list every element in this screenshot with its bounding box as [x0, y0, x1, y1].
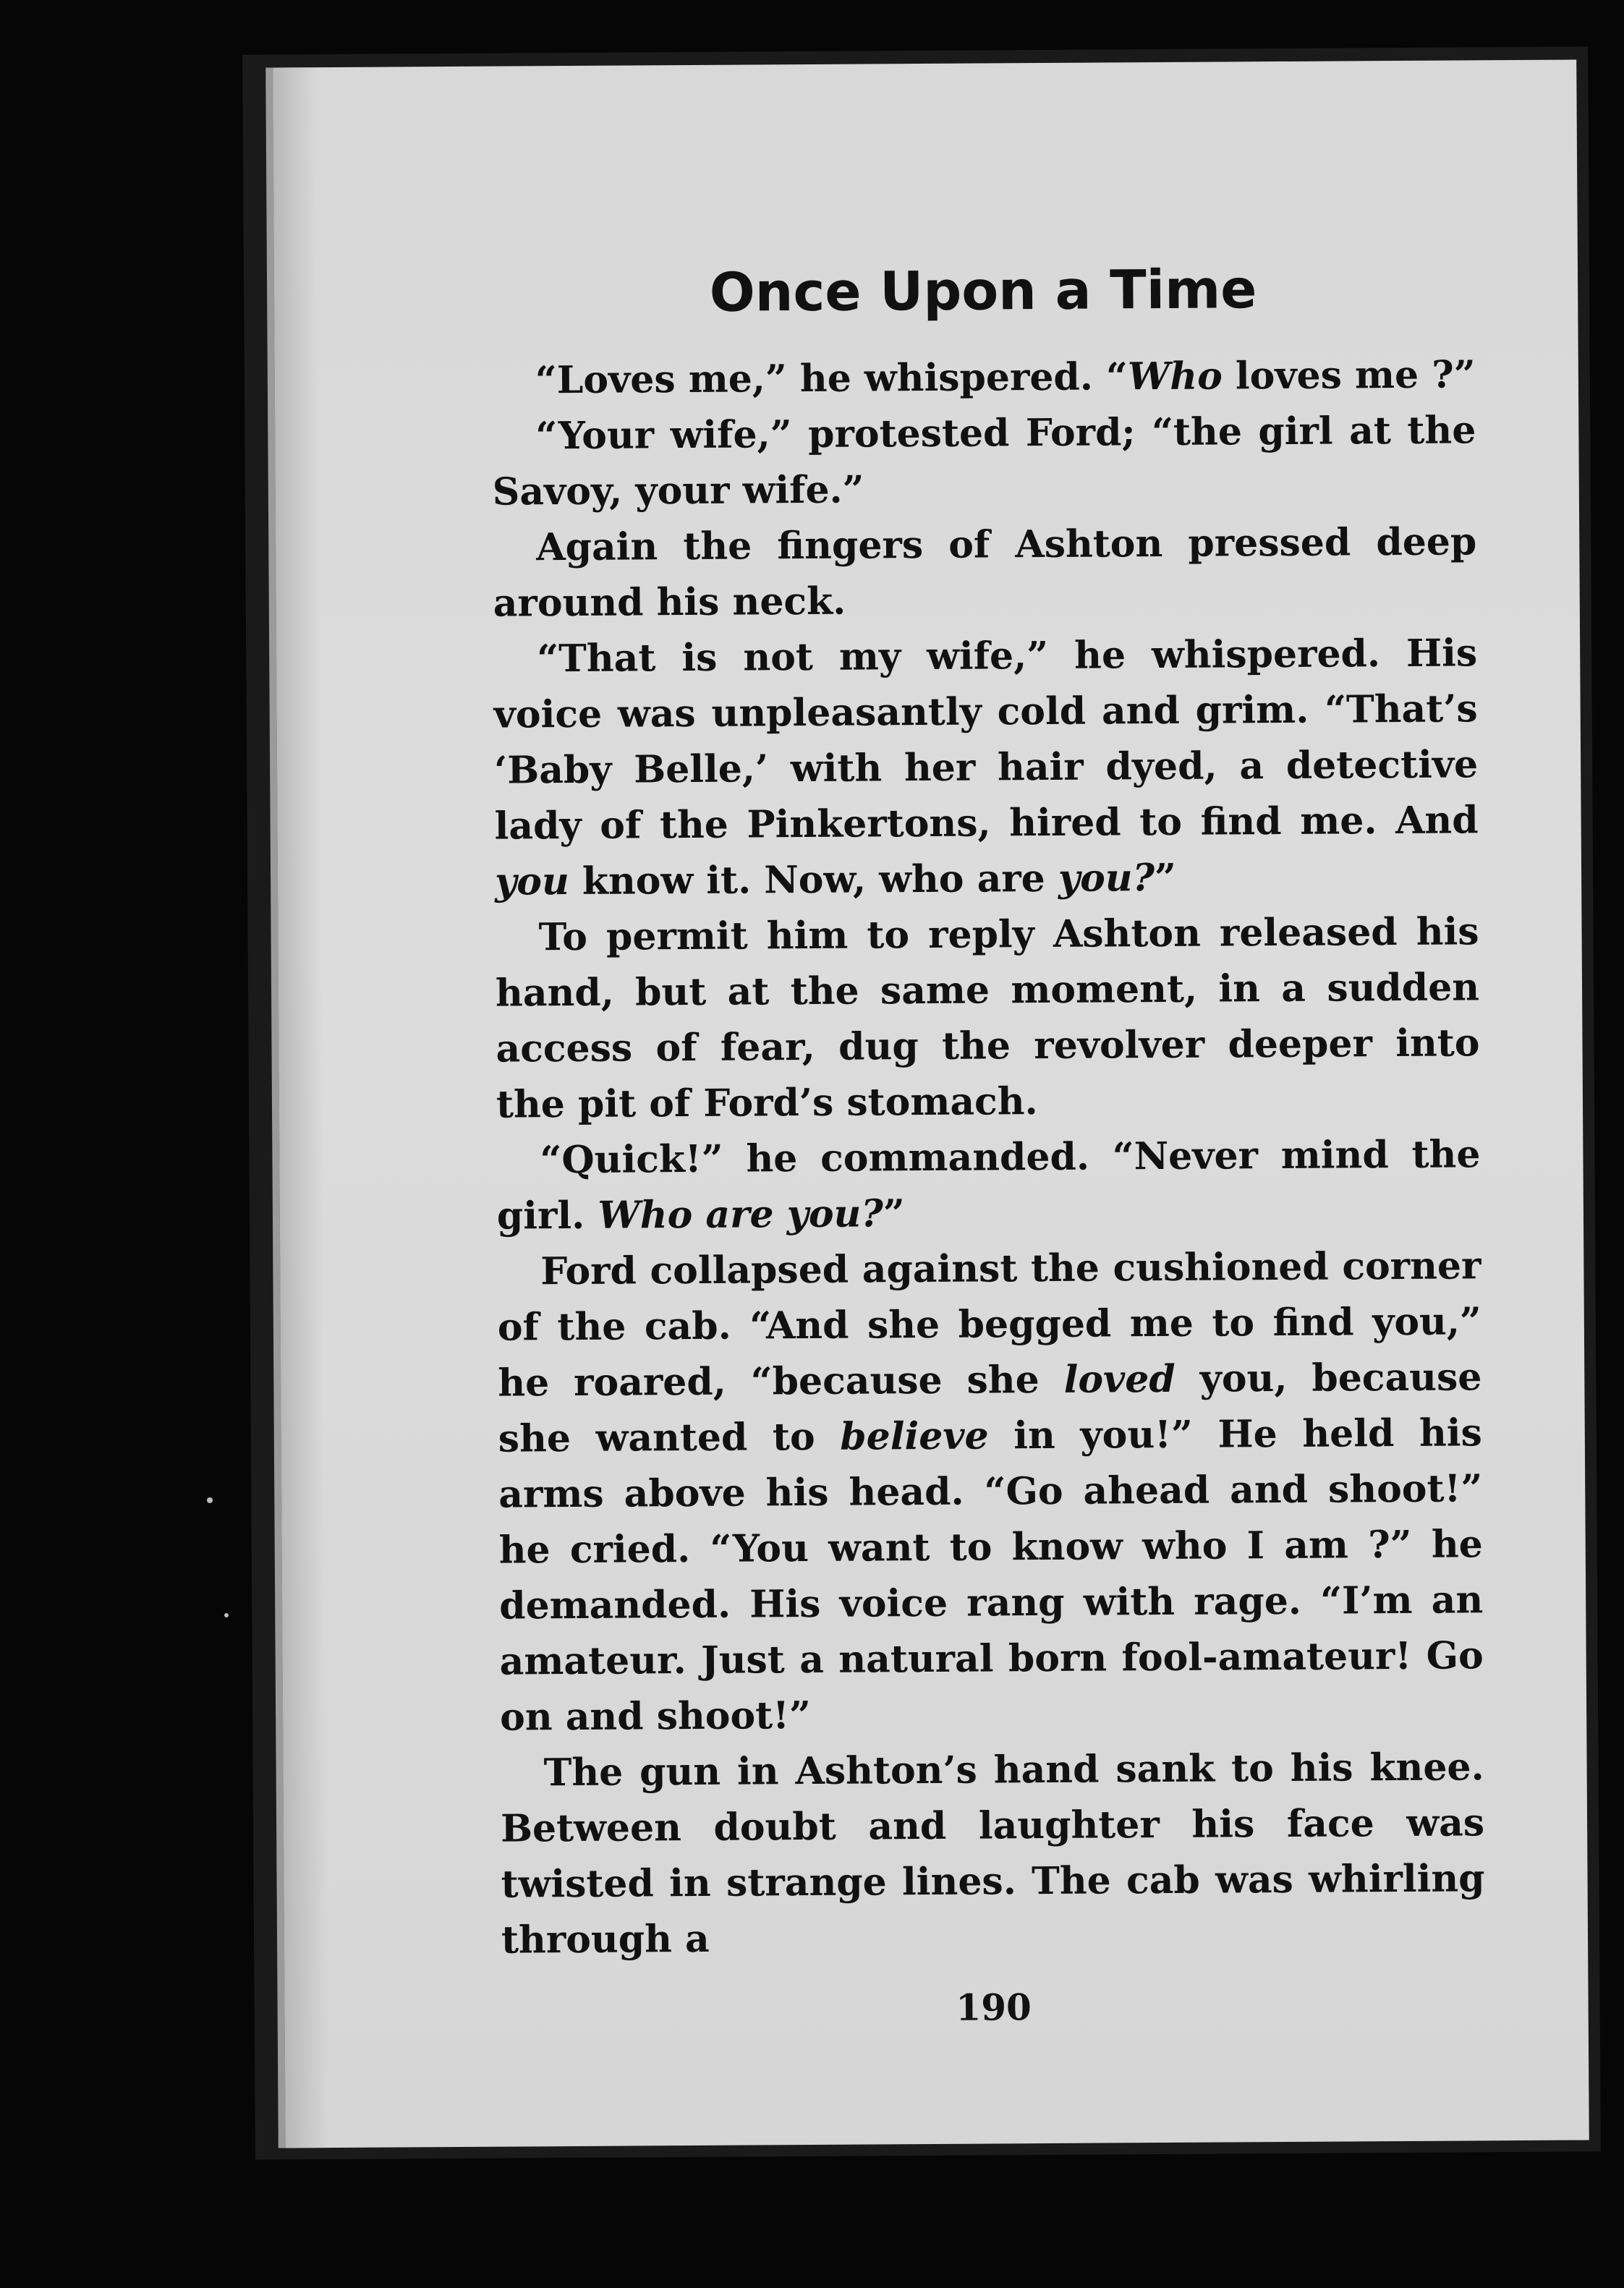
paragraph-text: The gun in Ashton’s hand sank to his knee. Between doubt and laughter his face was twisted in strange lines. The cab was whirling through a	[500, 1745, 1485, 1962]
paragraph-text: in you!” He held his arms above his head. “Go ahead and shoot!” he cried. “You want to know who I am ?” he demanded. His voice rang with rage. “I’m an amateur. Just a natural born fool-amateur! Go on and shoot!”	[498, 1411, 1484, 1740]
paragraph	[497, 1238, 1484, 1745]
paragraph	[493, 514, 1477, 631]
scan-speck	[207, 1497, 213, 1503]
italic-text: you?	[1058, 856, 1155, 901]
paragraph	[496, 1126, 1481, 1243]
paragraph-text: know it. Now, who are	[569, 856, 1059, 904]
book-page	[265, 59, 1589, 2148]
paragraph	[500, 1739, 1485, 1968]
paragraph-text: ”	[1154, 855, 1177, 901]
italic-text: you	[494, 859, 570, 904]
italic-text: Who	[1127, 354, 1223, 399]
text-block	[491, 255, 1486, 2036]
paragraph-text: you, because she wanted to	[498, 1355, 1482, 1461]
body-text	[492, 346, 1486, 1968]
paragraph	[493, 625, 1479, 909]
paragraph-text: ”	[883, 1191, 905, 1236]
paragraph-text: “Loves me,” he whispered. “	[535, 354, 1128, 403]
scan-speck	[224, 1613, 229, 1617]
paragraph	[492, 402, 1476, 519]
paragraph	[495, 903, 1480, 1132]
paragraph	[492, 346, 1476, 408]
paragraph-text: Ford collapsed against the cushioned corner of the cab. “And she begged me to find you,” he roared, “because she	[497, 1243, 1482, 1405]
paragraph-text: “Quick!” he commanded. “Never mind the girl.	[496, 1132, 1481, 1238]
paragraph-text: “Your wife,” protested Ford; “the girl at the Savoy, your wife.”	[492, 408, 1476, 514]
paragraph-text: loves me ?”	[1222, 352, 1476, 399]
page-number: 190	[956, 1986, 1032, 2029]
paragraph-text: “That is not my wife,” he whispered. His voice was unpleasantly cold and grim. “That’s ‘Baby Belle,’ with her hair dyed, a detective lady of the Pinkertons, hired to find me. And	[493, 631, 1479, 849]
paragraph-text: To permit him to reply Ashton released his hand, but at the same moment, in a sudden access of fear, dug the revolver deeper into the pit of Ford’s stomach.	[495, 909, 1480, 1127]
italic-text: believe	[840, 1413, 989, 1459]
paragraph-text: Again the fingers of Ashton pressed deep around his neck.	[493, 519, 1477, 626]
italic-text: loved	[1063, 1356, 1176, 1402]
running-head: Once Upon a Time	[709, 258, 1257, 324]
italic-text: Who are you?	[598, 1191, 884, 1238]
